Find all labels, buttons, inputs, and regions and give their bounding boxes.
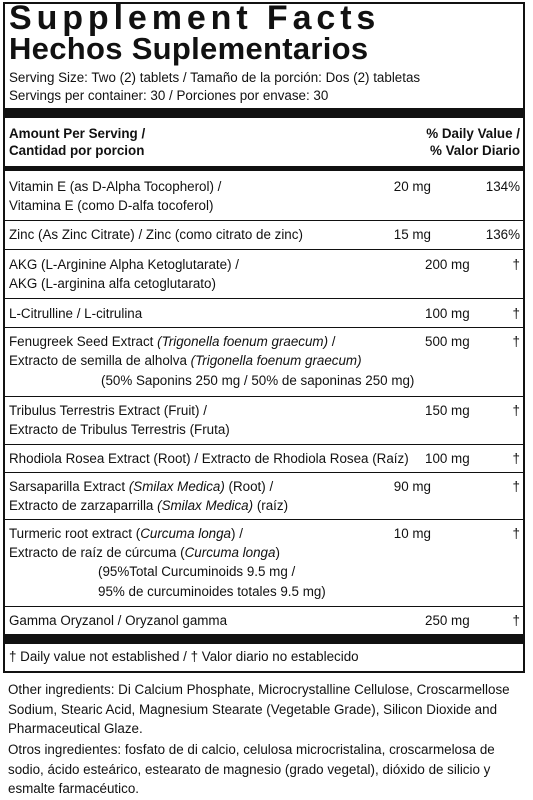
nutrient-name: AKG (L-Arginine Alpha Ketoglutarate) / [9,257,240,272]
row-divider [5,519,523,520]
nutrient-daily-value: 134% [485,179,520,194]
nutrient-amount: 20 mg [393,179,431,194]
nutrient-name: Sarsaparilla Extract (Smilax Medica) (Root) / [9,479,274,494]
nutrient-daily-value: † [512,451,520,466]
nutrient-name: L-Citrulline / L-citrulina [9,306,143,321]
nutrient-name: Rhodiola Rosea Extract (Root) / Extracto de Rhodiola Rosea (Raíz) [9,451,409,466]
nutrient-amount: 100 mg [425,306,470,321]
nutrient-name: Tribulus Terrestris Extract (Fruit) / [9,403,207,418]
nutrient-daily-value: † [512,403,520,418]
title-spanish: Hechos Suplementarios [9,31,369,66]
nutrient-daily-value: † [512,257,520,272]
row-divider [5,444,523,445]
row-divider [5,327,523,328]
nutrient-name: Gamma Oryzanol / Oryzanol gamma [9,613,228,628]
footnote: † Daily value not established / † Valor diario no establecido [9,649,359,664]
nutrient-amount: 10 mg [393,526,431,541]
nutrient-name: Zinc (As Zinc Citrate) / Zinc (como citrato de zinc) [9,227,303,242]
medium-divider [5,166,523,171]
nutrient-name-es: Extracto de raíz de cúrcuma (Curcuma longa) [9,545,280,560]
nutrient-name-es: Extracto de semilla de alholva (Trigonella foenum graecum) [9,353,362,368]
nutrient-amount: 100 mg [425,451,470,466]
nutrient-amount: 500 mg [425,334,470,349]
nutrient-name-es: Extracto de Tribulus Terrestris (Fruta) [9,422,230,437]
servings-per-container: Servings per container: 30 / Porciones por envase: 30 [9,88,329,103]
serving-size: Serving Size: Two (2) tablets / Tamaño de la porción: Dos (2) tabletas [9,70,421,85]
nutrient-name-es: AKG (L-arginina alfa cetoglutarato) [9,276,216,291]
nutrient-daily-value: † [512,479,520,494]
nutrient-amount: 90 mg [393,479,431,494]
title-english: Supplement Facts [9,0,381,37]
nutrient-amount: 15 mg [393,227,431,242]
nutrient-amount: 150 mg [425,403,470,418]
other-ingredients-en: Other ingredients: Di Calcium Phosphate, Microcrystalline Cellulose, Croscarmellose Sodium, Stearic Acid, Magnesium Stearate (Vegetable Grade), Silicon Dioxide and Pharmaceutical Glaze. [8,682,510,736]
daily-value-header: % Daily Value / % Valor Diario [426,126,520,158]
nutrient-name: Vitamin E (as D-Alpha Tocopherol) / [9,179,222,194]
nutrient-standardization: (95%Total Curcuminoids 9.5 mg / [98,564,296,579]
row-divider [5,396,523,397]
nutrient-amount: 250 mg [425,613,470,628]
nutrient-daily-value: † [512,306,520,321]
row-divider [5,606,523,607]
thick-divider [5,108,523,118]
row-divider [5,298,523,299]
row-divider [5,472,523,473]
nutrient-name-es: Extracto de zarzaparrilla (Smilax Medica) (raíz) [9,498,289,513]
nutrient-standardization-es: 95% de curcuminoides totales 9.5 mg) [98,584,326,599]
nutrient-name: Turmeric root extract (Curcuma longa) / [9,526,243,541]
nutrient-amount: 200 mg [425,257,470,272]
nutrient-daily-value: † [512,526,520,541]
amount-per-serving-header: Amount Per Serving / Cantidad por porcion [9,126,146,158]
supplement-facts-panel [3,2,525,673]
nutrient-daily-value: 136% [485,227,520,242]
nutrient-name-es: Vitamina E (como D-alfa tocoferol) [9,198,214,213]
row-divider [5,249,523,250]
other-ingredients-es: Otros ingredientes: fosfato de di calcio, celulosa microcristalina, croscarmelosa de sodio, ácido esteárico, estearato de magnesio (grado vegetal), dióxido de silicio y esmalte farmacéutico. [8,742,495,796]
nutrient-daily-value: † [512,334,520,349]
nutrient-standardization: (50% Saponins 250 mg / 50% de saponinas 250 mg) [101,373,415,388]
nutrient-daily-value: † [512,613,520,628]
row-divider [5,220,523,221]
thick-divider [5,634,523,644]
nutrient-name: Fenugreek Seed Extract (Trigonella foenum graecum) / [9,334,336,349]
